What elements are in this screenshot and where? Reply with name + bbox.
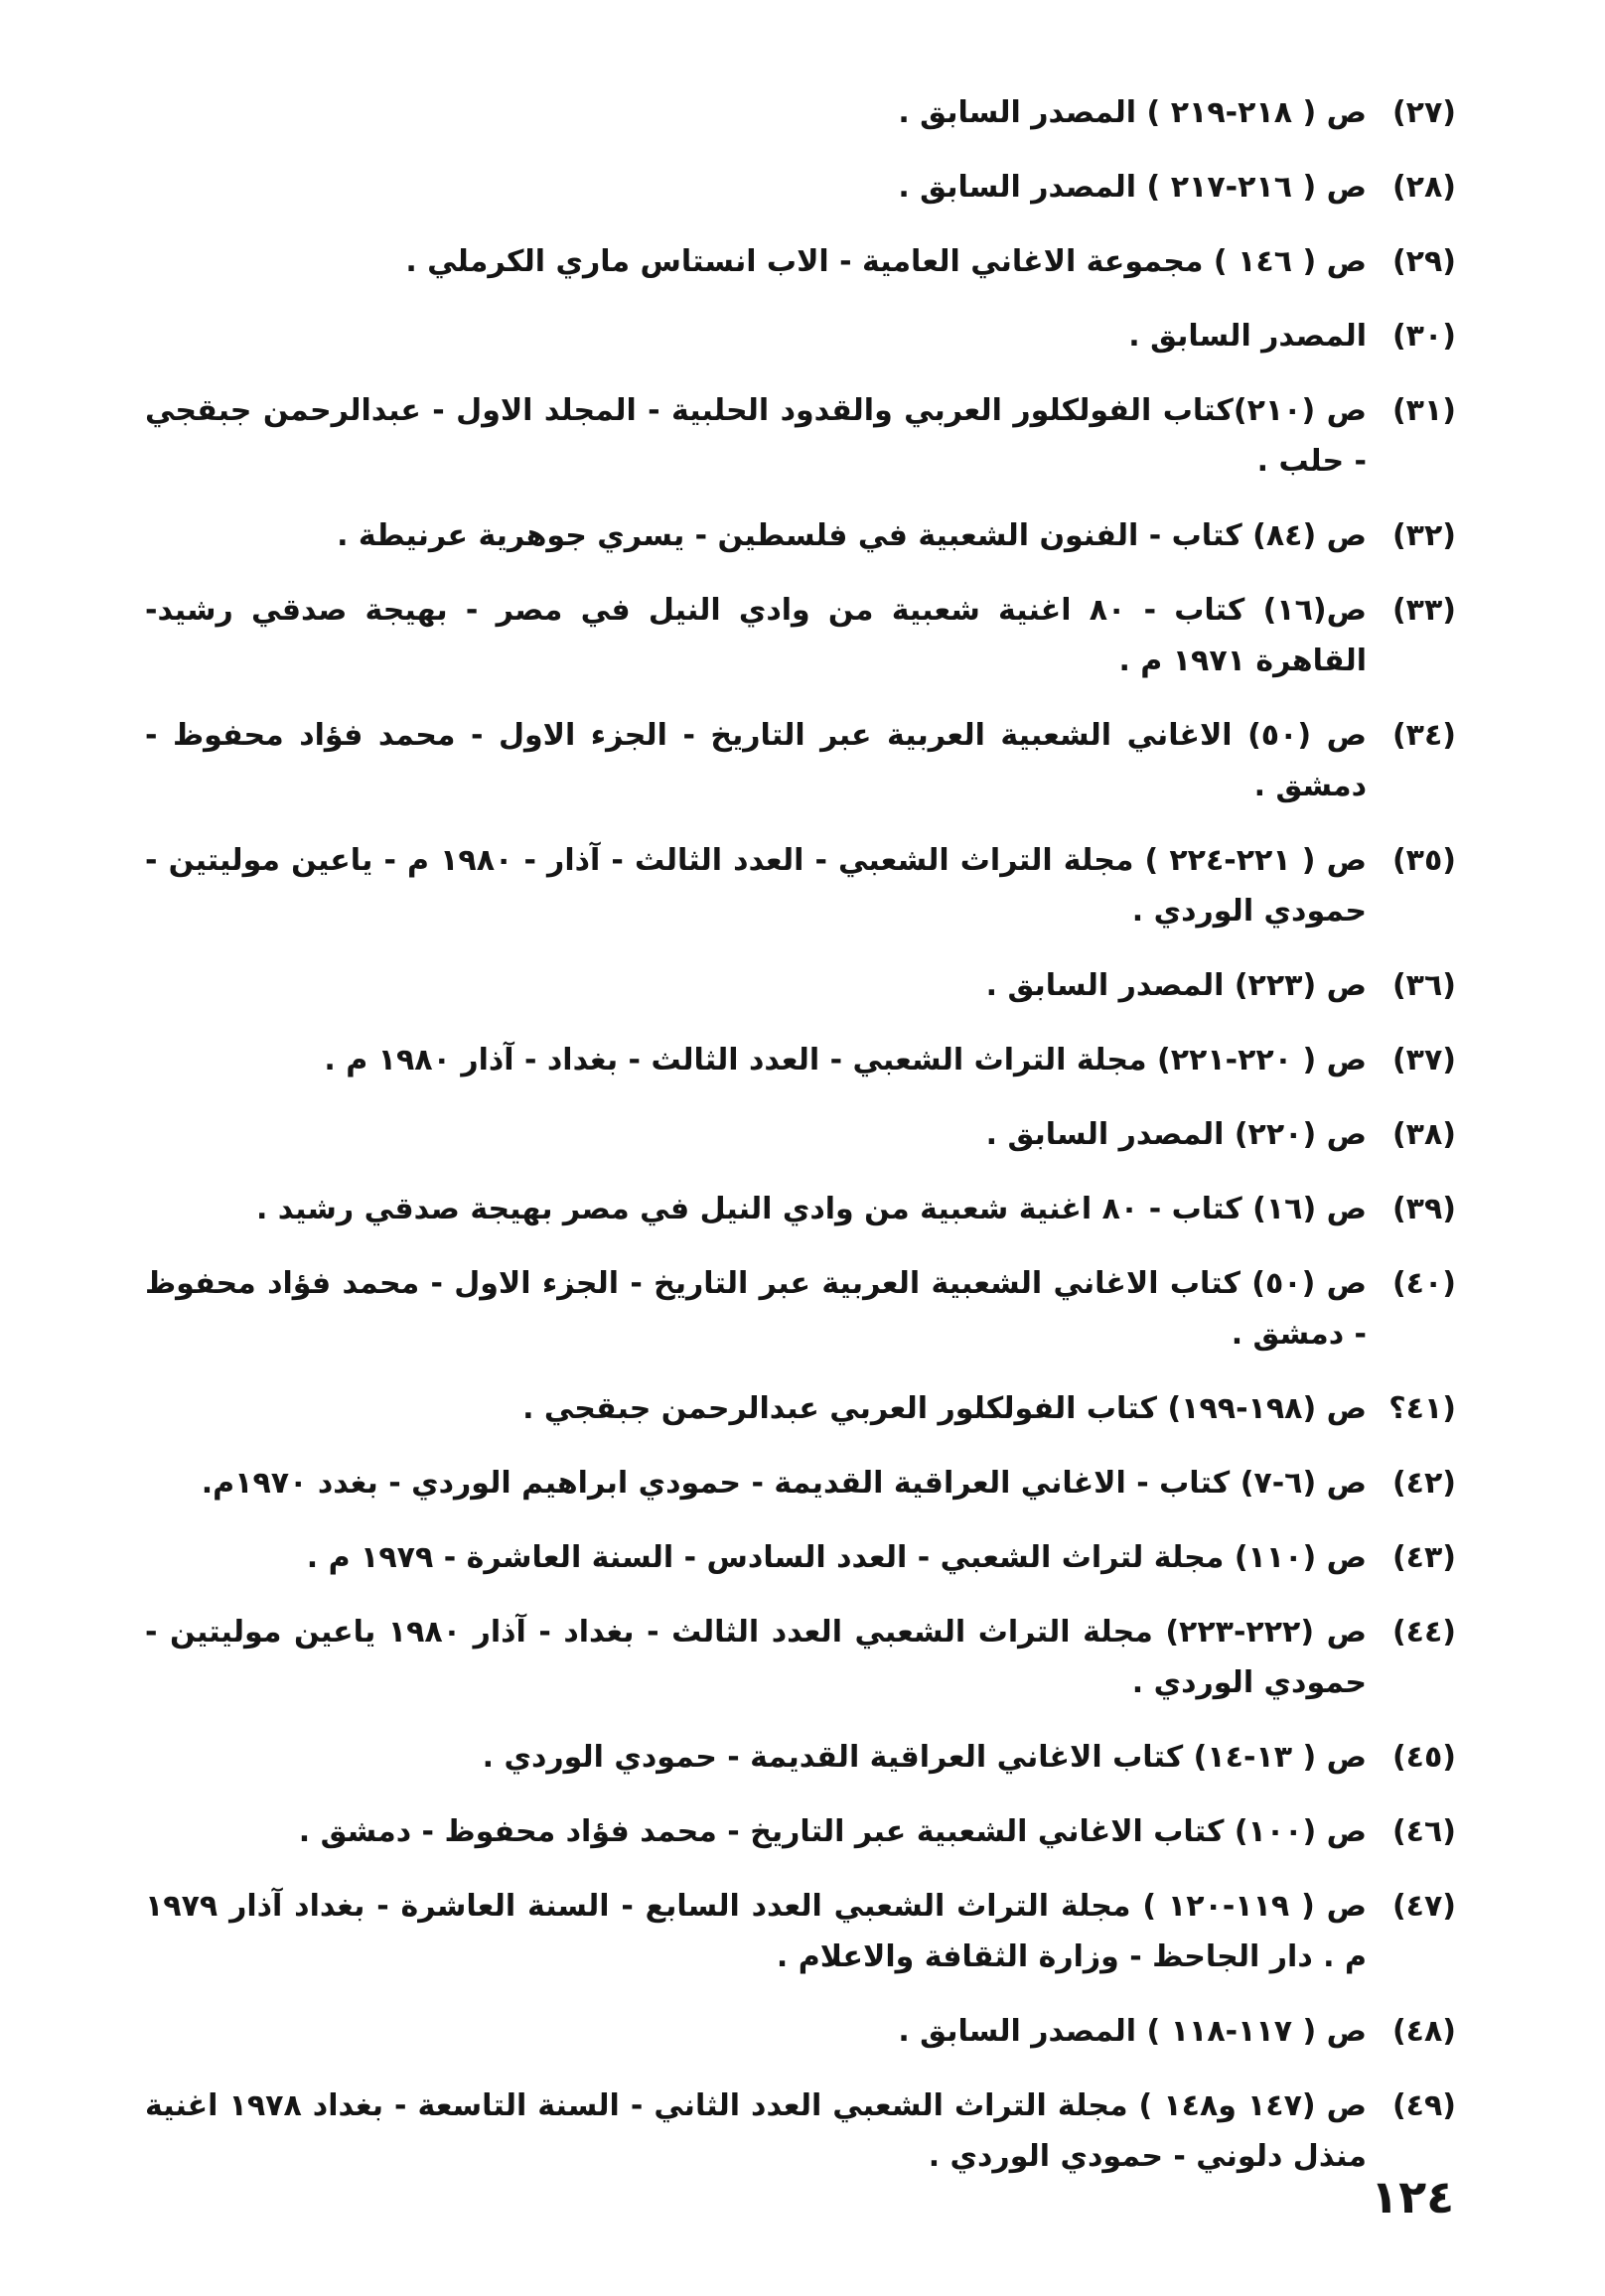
footnote-number: (٤٦) <box>1391 1814 1456 1849</box>
footnote-number: (٣١) <box>1391 393 1456 428</box>
footnote-item <box>145 510 1456 561</box>
footnote-number: (٤٠) <box>1391 1266 1456 1301</box>
footnote-item <box>145 1732 1456 1783</box>
footnote-number: (٢٨) <box>1391 170 1456 205</box>
footnote-number: (٣٩) <box>1391 1192 1456 1226</box>
footnote-number: (٣٠) <box>1391 319 1456 354</box>
footnote-text: ص ( ١٣-١٤) كتاب الاغاني العراقية القديمة - حمودي الوردي . <box>482 1740 1367 1775</box>
footnote-item <box>145 960 1456 1011</box>
footnotes-list <box>145 87 1456 2206</box>
footnote-number: (٤٩) <box>1391 2088 1456 2123</box>
page-number: ١٢٤ <box>1371 2170 1455 2224</box>
footnote-text: ص ( ١١٧-١١٨ ) المصدر السابق . <box>898 2014 1367 2049</box>
footnote-text: ص (١٩٨-١٩٩) كتاب الفولكلور العربي عبدالرحمن جبقجي . <box>522 1391 1367 1426</box>
footnote-text: ص ( ٢٢٠-٢٢١) مجلة التراث الشعبي - العدد الثالث - بغداد - آذار ١٩٨٠ م . <box>324 1043 1367 1077</box>
footnote-item <box>145 1607 1456 1708</box>
footnote-text: ص (١١٠) مجلة لتراث الشعبي - العدد السادس - السنة العاشرة - ١٩٧٩ م . <box>306 1540 1367 1575</box>
footnote-item <box>145 1383 1456 1434</box>
footnote-item <box>145 2006 1456 2057</box>
footnote-item <box>145 87 1456 138</box>
footnote-number: (٣٦) <box>1391 968 1456 1003</box>
footnote-number: (٣٤) <box>1391 718 1456 753</box>
footnote-text: ص ( ٢١٦-٢١٧ ) المصدر السابق . <box>898 170 1367 205</box>
footnote-number: (٣٢) <box>1391 518 1456 553</box>
footnote-item <box>145 385 1456 487</box>
footnote-text: ص ( ١١٩-١٢٠ ) مجلة التراث الشعبي العدد السابع - السنة العاشرة - بغداد آذار ١٩٧٩ م . دار الجاحظ - وزارة الثقافة والاعلام . <box>145 1889 1367 1974</box>
footnote-text: ص (٦-٧) كتاب - الاغاني العراقية القديمة - حمودي ابراهيم الوردي - بغدد ١٩٧٠م. <box>201 1466 1367 1501</box>
footnote-item <box>145 1881 1456 1982</box>
footnote-item <box>145 1458 1456 1508</box>
footnote-number: (٤٢) <box>1391 1466 1456 1501</box>
footnote-text: ص (٢٢٢-٢٢٣) مجلة التراث الشعبي العدد الثالث - بغداد - آذار ١٩٨٠ ياعين موليتين - حمودي الوردي . <box>145 1615 1367 1700</box>
footnote-item <box>145 1184 1456 1234</box>
footnote-text: ص (٥٠) كتاب الاغاني الشعبية العربية عبر التاريخ - الجزء الاول - محمد فؤاد محفوظ - دمشق . <box>145 1266 1367 1352</box>
footnote-number: (٣٥) <box>1391 843 1456 878</box>
footnote-text: ص (٢٢٣) المصدر السابق . <box>985 968 1367 1003</box>
footnote-item <box>145 1806 1456 1857</box>
footnote-item <box>145 1532 1456 1583</box>
footnote-text: ص (١٠٠) كتاب الاغاني الشعبية عبر التاريخ - محمد فؤاد محفوظ - دمشق . <box>298 1814 1367 1849</box>
footnote-text: ص (٨٤) كتاب - الفنون الشعبية في فلسطين - يسري جوهرية عرنيطة . <box>337 518 1367 553</box>
footnote-item <box>145 835 1456 936</box>
footnote-item <box>145 311 1456 361</box>
footnote-text: ص ( ١٤٦ ) مجموعة الاغاني العامية - الاب انستاس ماري الكرملي . <box>405 244 1367 279</box>
footnote-item <box>145 710 1456 811</box>
footnote-number: (٤٣) <box>1391 1540 1456 1575</box>
footnote-text: ص ( ٢١٨-٢١٩ ) المصدر السابق . <box>898 95 1367 130</box>
footnote-number: (٢٩) <box>1391 244 1456 279</box>
footnote-number: (٣٧) <box>1391 1043 1456 1077</box>
footnote-text: ص (٢٢٠) المصدر السابق . <box>985 1117 1367 1152</box>
footnote-text: ص(١٦) كتاب - ٨٠ اغنية شعبية من وادي النيل في مصر - بهيجة صدقي رشيد- القاهرة ١٩٧١ م . <box>145 593 1367 678</box>
footnote-text: ص (١٦) كتاب - ٨٠ اغنية شعبية من وادي النيل في مصر بهيجة صدقي رشيد . <box>255 1192 1367 1226</box>
footnote-number: (٣٣) <box>1391 593 1456 628</box>
footnote-text: ص (٢١٠)كتاب الفولكلور العربي والقدود الحلبية - المجلد الاول - عبدالرحمن جبقجي - حلب . <box>145 393 1367 479</box>
footnote-item <box>145 1109 1456 1160</box>
footnote-item <box>145 2081 1456 2182</box>
footnote-item <box>145 585 1456 686</box>
footnote-number: (٤١؟ <box>1388 1391 1456 1426</box>
footnote-text: ص (١٤٧ و١٤٨ ) مجلة التراث الشعبي العدد الثاني - السنة التاسعة - بغداد ١٩٧٨ اغنية منذل دلوني - حمودي الوردي . <box>145 2088 1368 2174</box>
footnote-item <box>145 236 1456 287</box>
footnote-text: ص ( ٢٢١-٢٢٤ ) مجلة التراث الشعبي - العدد الثالث - آذار - ١٩٨٠ م - ياعين موليتين - حمودي الوردي . <box>145 843 1367 929</box>
footnote-number: (٤٨) <box>1391 2014 1456 2049</box>
footnote-number: (٤٧) <box>1391 1889 1456 1924</box>
footnote-text: المصدر السابق . <box>1128 319 1367 354</box>
footnote-number: (٣٨) <box>1391 1117 1456 1152</box>
footnote-item <box>145 1258 1456 1360</box>
footnote-text: ص (٥٠) الاغاني الشعبية العربية عبر التاريخ - الجزء الاول - محمد فؤاد محفوظ - دمشق . <box>145 718 1367 803</box>
footnote-number: (٤٥) <box>1391 1740 1456 1775</box>
footnote-item <box>145 162 1456 213</box>
footnote-number: (٤٤) <box>1391 1615 1456 1650</box>
footnote-number: (٢٧) <box>1391 95 1456 130</box>
footnote-item <box>145 1035 1456 1085</box>
